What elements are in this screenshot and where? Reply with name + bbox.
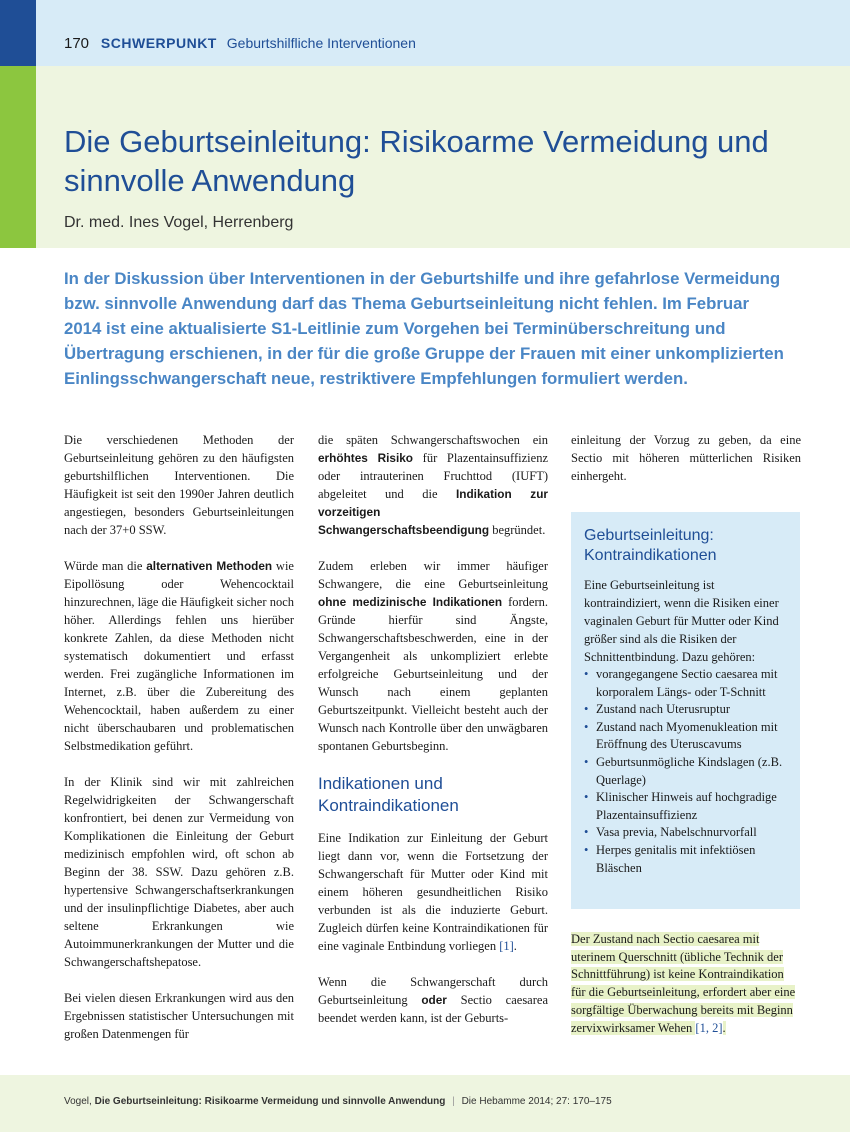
box-intro: Eine Geburtseinleitung ist kontraindiziert, wenn die Risiken einer vaginalen Geburt für Mutter oder Kind größer sind als die Risiken der Schnittentbindung. Dazu gehören: <box>584 578 779 664</box>
section-topic: Geburtshilfliche Interventionen <box>226 35 416 51</box>
citation-link[interactable]: [1] <box>499 939 514 953</box>
contraindications-box <box>571 512 800 909</box>
footer-title: Die Geburtseinleitung: Risikoarme Vermeidung und sinnvolle Anwendung <box>94 1096 446 1107</box>
paragraph <box>318 431 548 539</box>
paragraph <box>318 973 548 1027</box>
text-run: begründet. <box>489 523 546 537</box>
footer-author: Vogel, <box>64 1096 92 1107</box>
text-run: Eine Indikation zur Einleitung der Geburt liegt dann vor, wenn die Fortsetzung der Schwangerschaft für Mutter oder Kind mit einem höheren gesundheitlichen Risiko verbunden ist als die induzierte Geburt. Zugleich dürfen keine Kontraindikationen für eine vaginale Entbindung vorliegen <box>318 831 548 953</box>
bullet-icon: • <box>584 667 589 681</box>
text-column-1 <box>64 431 294 1061</box>
text-run: Sectio caesarea beendet werden kann, ist der Geburts- <box>318 993 548 1025</box>
bullet-icon: • <box>584 702 589 717</box>
text-run: für Plazentainsuffizienz oder intrauterinen Fruchttod (IUFT) abgeleitet und die <box>318 451 548 501</box>
footer-journal: Die Hebamme 2014; 27: 170–175 <box>461 1096 612 1107</box>
header-accent-strip <box>0 0 36 66</box>
list-item-text: Zustand nach Uterusruptur <box>596 702 730 717</box>
list-item <box>584 842 788 877</box>
running-header-bar <box>0 0 850 66</box>
text-run: wie Eipollösung oder Wehencocktail hinzurechnen, läge die Häufigkeit sicher noch höher. Allerdings fehlen uns hierüber konkrete Zahlen, da diese Methoden nicht systematisch dokumentiert und erfasst werden. Frei zugängliche Informationen im Internet, z.B. über die Zubereitung des Wehencocktail, haben außerdem zu einer nicht überschaubaren und problematischen Selbstmedikation geführt. <box>64 559 294 753</box>
page-number: 170 <box>64 35 90 52</box>
list-item-text: Klinischer Hinweis auf hochgradige Plazentainsuffizienz <box>596 790 777 822</box>
list-item <box>584 754 788 789</box>
paragraph <box>318 557 548 755</box>
list-item <box>584 666 788 701</box>
contraindications-list <box>584 666 788 877</box>
text-run: fordern. Gründe hierfür sind Ängste, Schwangerschaftsbeschwerden, eine in der Vergangenheit als unkompliziert erlebte erfolgreiche Geburtseinleitung und der Wunsch nach einem geplanten Geburtszeitpunkt. Vielleicht besteht auch der Wunsch nach Kontrolle über den unwägbaren spontanen Geburtsbeginn. <box>318 595 548 753</box>
text-run: die späten Schwangerschaftswochen ein <box>318 433 548 447</box>
bold-term: erhöhtes Risiko <box>318 451 414 465</box>
footer-separator: | <box>452 1096 455 1107</box>
text-column-3 <box>571 431 801 503</box>
section-heading: Indikationen und Kontraindikationen <box>318 774 459 815</box>
article-lead: In der Diskussion über Interventionen in der Geburtshilfe und ihre gefahrlose Vermeidung bzw. sinnvolle Anwendung darf das Thema Geburtseinleitung nicht fehlen. Im Februar 2014 ist eine aktualisierte S1-Leitlinie zum Vorgehen bei Terminüberschreitung und Übertragung erschienen, in der für die große Gruppe der Frauen mit einer unkomplizierten Einlingsschwangerschaft neue, restriktivere Empfehlungen formuliert werden. <box>64 269 784 388</box>
text-run: Wenn die Schwangerschaft durch Geburtseinleitung <box>318 975 548 1007</box>
footer-citation <box>64 1096 612 1107</box>
list-item-text: Vasa previa, Nabelschnurvorfall <box>596 825 757 840</box>
bullet-icon: • <box>584 719 589 734</box>
paragraph: Die verschiedenen Methoden der Geburtseinleitung gehören zu den häufigsten geburtshilflichen Interventionen. Die Häufigkeit ist seit den 1990er Jahren deutlich angestiegen, besonders Geburtseinleitungen nach der 37+0 SSW. <box>64 433 294 537</box>
box-title: Geburtseinleitung: Kontraindikationen <box>584 527 717 564</box>
text-column-2 <box>318 431 548 1045</box>
section-label: SCHWERPUNKT <box>100 35 217 51</box>
article-author: Dr. med. Ines Vogel, Herrenberg <box>64 214 294 231</box>
list-item-text: Zustand nach Myomenukleation mit Eröffnung des Uteruscavums <box>596 719 778 752</box>
paragraph <box>318 829 548 955</box>
highlighted-note <box>571 931 800 1037</box>
list-item <box>584 701 788 719</box>
bold-term: oder <box>421 993 447 1007</box>
list-item-text: Herpes genitalis mit infektiösen Bläschen <box>596 842 756 875</box>
paragraph: Bei vielen diesen Erkrankungen wird aus den Ergebnissen statistischer Untersuchungen mit großen Datenmengen für <box>64 991 294 1041</box>
citation-link[interactable]: [1, 2] <box>695 1020 723 1035</box>
bullet-icon: • <box>584 825 589 840</box>
bullet-icon: • <box>584 842 589 857</box>
bold-term: ohne medizinische Indikationen <box>318 595 503 609</box>
highlight-end: . <box>722 1020 726 1035</box>
text-run: Würde man die <box>64 559 147 573</box>
bold-term: alternativen Methoden <box>146 559 273 573</box>
list-item-text: vorangegangene Sectio caesarea mit korporalem Längs- oder T-Schnitt <box>596 667 778 699</box>
paragraph <box>64 557 294 755</box>
highlight-text: Der Zustand nach Sectio caesarea mit uterinem Querschnitt (übliche Technik der Schnittführung) ist keine Kontraindikation für die Geburtseinleitung, erfordert aber eine sorgfältige Überwachung bereits mit Beginn zervixwirksamer Wehen <box>571 932 796 1035</box>
paragraph: In der Klinik sind wir mit zahlreichen Regelwidrigkeiten der Schwangerschaft konfrontiert, bei denen zur Vermeidung von Komplikationen die Einleitung der Geburt medizinisch empfohlen wird, oft schon ab Beginn der 38. SSW. Dazu gehören z.B. hypertensive Schwangerschaftserkrankungen und der insulinpflichtige Diabetes, aber auch seltene Erkrankungen wie Autoimmunerkrankungen der Mutter und die Schwangerschaftshepatose. <box>64 775 294 969</box>
bold-term: Indikation zur vorzeitigen Schwangerschaftsbeendigung <box>318 487 548 537</box>
list-item <box>584 789 788 824</box>
text-run: . <box>513 939 517 953</box>
bullet-icon: • <box>584 754 589 769</box>
list-item <box>584 719 788 754</box>
text-run: Zudem erleben wir immer häufiger Schwangere, die eine Geburtseinleitung <box>318 559 548 591</box>
list-item-text: Geburtsunmögliche Kindslagen (z.B. Querlage) <box>596 754 783 787</box>
article-title: Die Geburtseinleitung: Risikoarme Vermeidung und sinnvolle Anwendung <box>64 124 769 198</box>
paragraph: einleitung der Vorzug zu geben, da eine Sectio mit höheren mütterlichen Risiken einhergeht. <box>571 433 801 483</box>
running-head <box>64 35 416 52</box>
list-item <box>584 824 788 842</box>
title-accent-strip <box>0 66 36 248</box>
bullet-icon: • <box>584 790 589 805</box>
